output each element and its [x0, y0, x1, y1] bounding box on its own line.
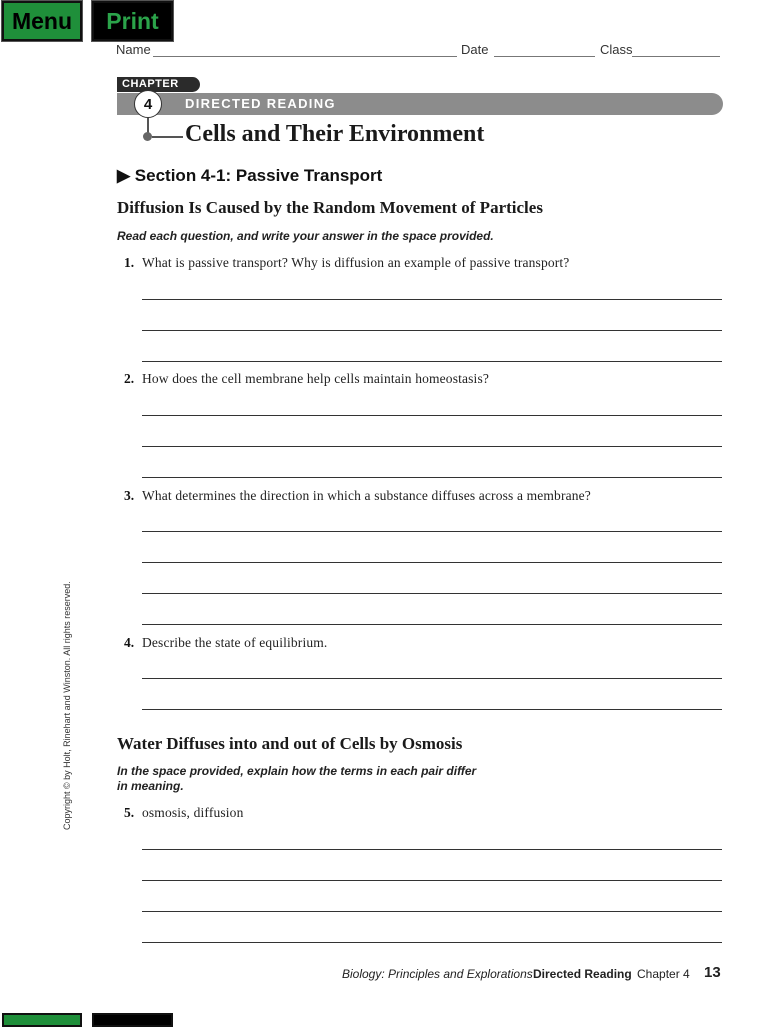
footer-chapter: Chapter 4: [637, 967, 690, 981]
question-number: 2.: [124, 371, 135, 386]
subheading-diffusion: Diffusion Is Caused by the Random Movement of Particles: [117, 198, 543, 217]
instructions-2-line-2: in meaning.: [117, 779, 184, 793]
date-field-line[interactable]: [494, 56, 595, 57]
answer-line[interactable]: [142, 415, 722, 416]
question-text: Describe the state of equilibrium.: [142, 635, 328, 650]
class-label: Class: [600, 42, 633, 57]
answer-line[interactable]: [142, 911, 722, 912]
chapter-title: Cells and Their Environment: [185, 121, 485, 147]
answer-line[interactable]: [142, 531, 722, 532]
answer-line[interactable]: [142, 880, 722, 881]
question-number: 4.: [124, 635, 135, 650]
answer-line[interactable]: [142, 678, 722, 679]
answer-line[interactable]: [142, 624, 722, 625]
question-text: What is passive transport? Why is diffusion an example of passive transport?: [142, 255, 570, 270]
copyright-notice: Copyright © by Holt, Rinehart and Winston. All rights reserved.: [62, 581, 72, 830]
answer-line[interactable]: [142, 942, 722, 943]
question-text: osmosis, diffusion: [142, 805, 244, 820]
chapter-number-badge: 4: [134, 90, 162, 118]
answer-line[interactable]: [142, 849, 722, 850]
answer-line[interactable]: [142, 330, 722, 331]
answer-line[interactable]: [142, 477, 722, 478]
instructions-2-line-1: In the space provided, explain how the terms in each pair differ: [117, 764, 477, 778]
answer-line[interactable]: [142, 446, 722, 447]
answer-line[interactable]: [142, 562, 722, 563]
question-text: How does the cell membrane help cells maintain homeostasis?: [142, 371, 490, 386]
bottom-nav-button-right[interactable]: [92, 1013, 173, 1027]
question-number: 3.: [124, 488, 135, 503]
menu-button[interactable]: Menu: [2, 1, 82, 41]
answer-line[interactable]: [142, 709, 722, 710]
page-number: 13: [704, 964, 721, 981]
date-label: Date: [461, 42, 489, 57]
chapter-tab: CHAPTER: [117, 77, 200, 92]
bottom-nav-button-left[interactable]: [2, 1013, 82, 1027]
question-text: What determines the direction in which a substance diffuses across a membrane?: [142, 488, 591, 503]
section-heading: ▶ Section 4-1: Passive Transport: [117, 166, 383, 185]
instructions-1: Read each question, and write your answer in the space provided.: [117, 229, 494, 243]
banner-label: DIRECTED READING: [185, 96, 336, 111]
name-field-line[interactable]: [153, 56, 457, 57]
connector-line-horizontal: [152, 136, 183, 138]
subheading-osmosis: Water Diffuses into and out of Cells by Osmosis: [117, 734, 463, 753]
name-label: Name: [116, 42, 151, 57]
footer-book-title: Biology: Principles and Explorations: [342, 967, 533, 981]
question-number: 1.: [124, 255, 135, 270]
answer-line[interactable]: [142, 593, 722, 594]
connector-dot: [143, 132, 152, 141]
answer-line[interactable]: [142, 361, 722, 362]
question-number: 5.: [124, 805, 135, 820]
class-field-line[interactable]: [632, 56, 720, 57]
footer-section-type: Directed Reading: [533, 967, 632, 981]
answer-line[interactable]: [142, 299, 722, 300]
print-button[interactable]: Print: [92, 1, 173, 41]
